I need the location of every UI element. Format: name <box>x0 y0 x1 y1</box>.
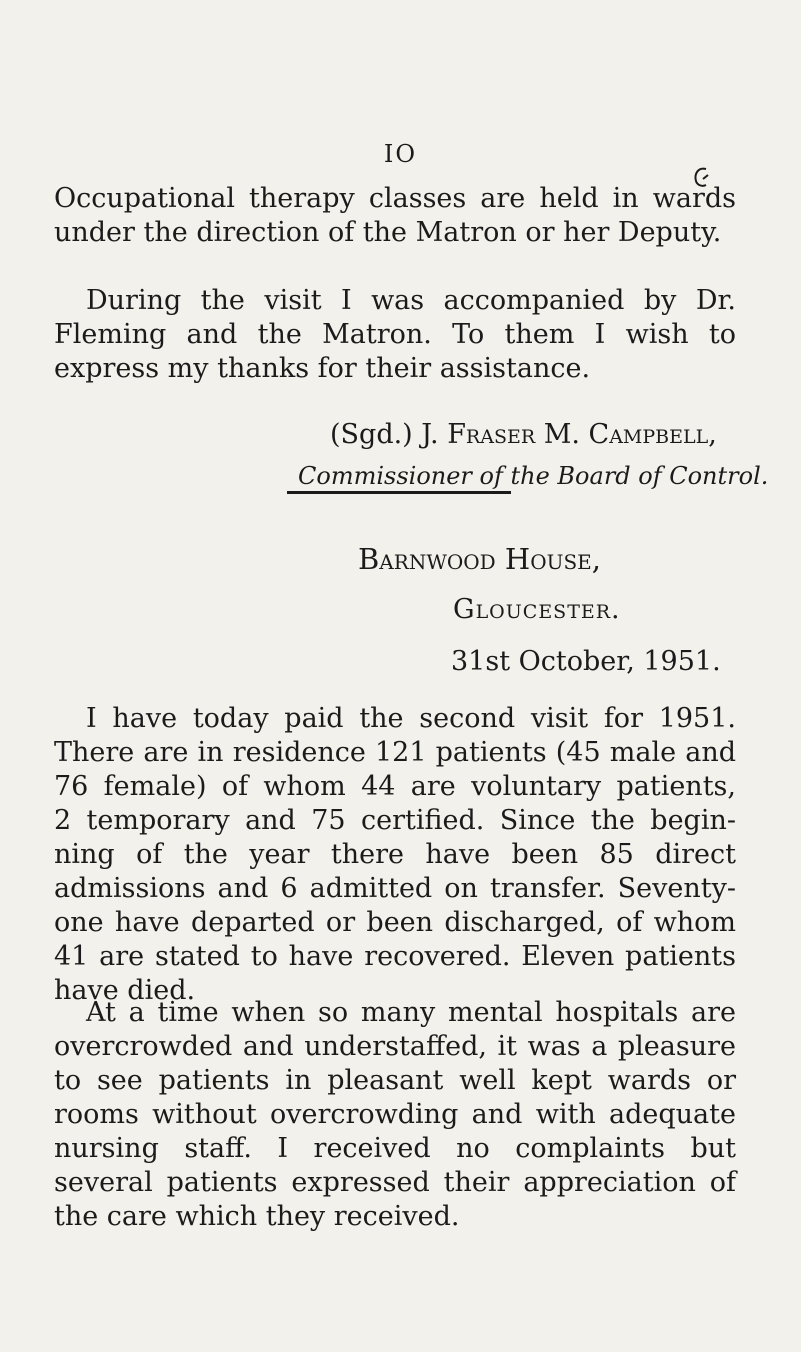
paragraph-line: express my thanks for their assistance. <box>54 353 591 384</box>
paragraph-line: rooms without overcrowding and with adequate <box>54 1099 736 1130</box>
address-line-1: Barnwood House, <box>358 542 601 576</box>
paragraph-visit-thanks <box>54 284 736 386</box>
paragraph-line: 2 temporary and 75 certified. Since the begin- <box>54 805 736 836</box>
signature-title: Commissioner of the Board of Control. <box>298 462 769 490</box>
paragraph-line: Occupational therapy classes are held in wards <box>54 183 736 214</box>
paragraph-line: There are in residence 121 patients (45 male and <box>54 737 736 768</box>
paragraph-line: 76 female) of whom 44 are voluntary patients, <box>54 771 736 802</box>
signature <box>330 418 717 452</box>
paragraph-line: admissions and 6 admitted on transfer. Seventy- <box>54 873 736 904</box>
paragraph-line: to see patients in pleasant well kept wards or <box>54 1065 736 1096</box>
signature-name: Fraser M. Campbell, <box>447 419 717 450</box>
signature-prefix: (Sgd.) J. <box>330 419 448 450</box>
paragraph-occupational-therapy <box>54 182 736 250</box>
paragraph-line: several patients expressed their appreciation of <box>54 1167 736 1198</box>
paragraph-line: I have today paid the second visit for 1951. <box>86 703 736 734</box>
page-number: IO <box>383 140 418 168</box>
paragraph-line: have died. <box>54 975 196 1006</box>
paragraph-line: overcrowded and understaffed, it was a pleasure <box>54 1031 736 1062</box>
paragraph-conditions <box>54 996 736 1234</box>
section-divider <box>287 491 511 494</box>
paragraph-line: ning of the year there have been 85 direct <box>54 839 736 870</box>
paragraph-line: 41 are stated to have recovered. Eleven patients <box>54 941 736 972</box>
paragraph-line: At a time when so many mental hospitals are <box>86 997 736 1028</box>
paragraph-line: one have departed or been discharged, of whom <box>54 907 736 938</box>
paragraph-line: under the direction of the Matron or her Deputy. <box>54 217 722 248</box>
paragraph-line: During the visit I was accompanied by Dr. <box>86 285 736 316</box>
paragraph-line: Fleming and the Matron. To them I wish to <box>54 319 736 350</box>
report-date: 31st October, 1951. <box>451 646 721 677</box>
paragraph-line: nursing staff. I received no complaints but <box>54 1133 736 1164</box>
paragraph-residence-statistics <box>54 702 736 1008</box>
paragraph-line: the care which they received. <box>54 1201 460 1232</box>
address-line-2: Gloucester. <box>453 594 621 625</box>
